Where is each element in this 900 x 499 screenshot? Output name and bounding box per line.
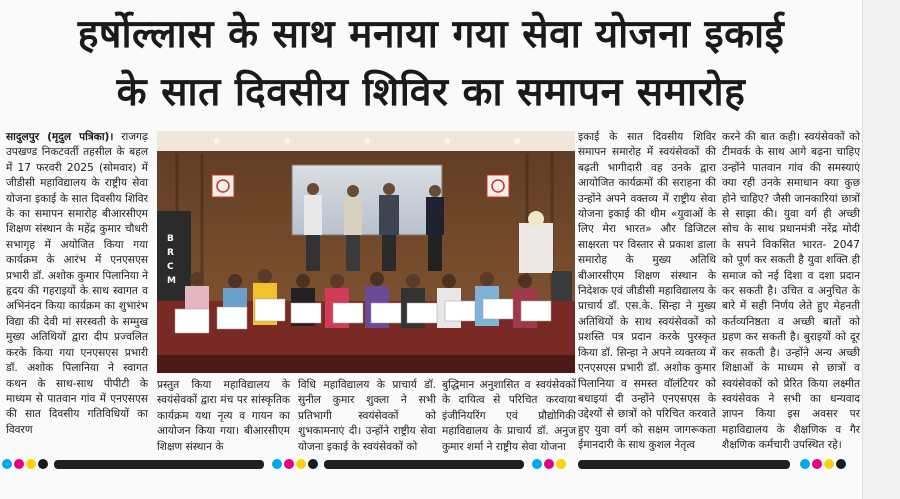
registration-dot-magenta: [812, 459, 822, 469]
registration-dot-yellow: [296, 459, 306, 469]
registration-dot-black: [308, 459, 318, 469]
article-dateline: सादुलपुर (मृदुल पत्रिका)।: [6, 131, 114, 143]
article-text-col1: राजगढ़ उपखण्ड निकटवर्ती तहसील के बहल में 17 फरवरी 2025 (सोमवार) में जीडीसी महाविद्यालय के राष्ट्रीय सेवा योजना इकाई के सात दिवसीय शिविर के का समापन समारोह बीआरसीएम शिक्षण संस्थान के महेंद्र कुमार चौधरी सभागृह में अयोजित किया गया कार्यक्रम के आरंभ में एनएसएस प्रभारी डॉ. अशोक कुमार पिलानिया ने हृदय की गहराइयों के साथ स्वागत व अभिनंदन किया कार्यक्रम का शुभारंभ विद्या की देवी मां सरस्वती के सम्मुख मुख्य अतिथियों द्वारा दीप प्रज्वलित करके किया गया एनएसएस प्रभारी डॉ. अशोक पिलानिया ने स्वागत कथन के साथ-साथ पीपीटी के माध्यम से पातवान गांव में एनएसएस की सात दिवसीय गतिविधियों का विवरण: [6, 131, 148, 436]
headline-line-1: हर्षोल्लास के साथ मनाया गया सेवा योजना इकाई: [77, 12, 785, 57]
article-column-2: प्रस्तुत किया महाविद्यालय के स्वयंसेवकों द्वारा मंच पर सांस्कृतिक कार्यक्रम यथा नृत्य व गायन का आयोजन किया गया। बीआरसीएम शिक्षण संस्थान के: [157, 379, 290, 453]
adjacent-page-strip: [862, 0, 900, 499]
registration-dot-yellow: [824, 459, 834, 469]
podium-lettering: B: [167, 234, 174, 244]
headline-line-2: के सात दिवसीय शिविर का समापन समारोह: [116, 70, 746, 115]
article-column-3: विधि महाविद्यालय के प्राचार्य डॉ. सुनील कुमार शुक्ला ने सभी प्रतिभागी स्वयंसेवकों को शुभकामनाएं दी। उन्होंने राष्ट्रीय सेवा योजना इकाई के स्वयंसेवकों को: [298, 379, 436, 453]
registration-bar: [578, 460, 790, 469]
registration-dot-magenta: [14, 459, 24, 469]
registration-bar: [324, 460, 524, 469]
event-photo: [157, 131, 575, 373]
registration-dot-yellow: [26, 459, 36, 469]
registration-bar: [54, 460, 264, 469]
registration-dot-cyan: [800, 459, 810, 469]
svg-text:M: M: [167, 276, 176, 286]
article-column-1: [6, 130, 148, 438]
registration-dot-black: [836, 459, 846, 469]
registration-dot-cyan: [272, 459, 282, 469]
article-column-6: करने की बात कही। स्वयंसेवकों को टीमवर्क के साथ आगे बढ़ना चाहिए उन्होंने पातवान गांव की समस्याएं क्या रही उनके समाधान क्या कुछ होने चाहिए? जैसी जानकारियां छात्रों से साझा की। युवा वर्ग ही अच्छी सोच के साथ प्रधानमंत्री नरेंद्र मोदी के सपने विकसित भारत- 2047 को पूर्ण कर सकती है युवा शक्ति ही समाज को नई दिशा व दशा प्रदान कर सकती है। उचित व अनुचित के बारे में सही निर्णय लेते हुए मेहनती कर्तव्यनिष्ठता व अच्छी बातों को ग्रहण कर सकती है। बुराइयों को दूर कर सकती है। उन्होंने अन्य अच्छी शिक्षाओं के माध्यम से छात्रों व स्वयंसेवकों को प्रेरित किया लक्ष्मीत स्वयंसेवक ने सभी का धन्यवाद ज्ञापन किया इस अवसर पर महाविद्यालय के शैक्षणिक व गैर शैक्षणिक कर्मचारी उपस्थित रहे।: [722, 131, 860, 452]
svg-text:C: C: [167, 262, 174, 272]
registration-dot-cyan: [2, 459, 12, 469]
registration-dot-black: [38, 459, 48, 469]
registration-dot-yellow: [556, 459, 566, 469]
registration-dot-cyan: [532, 459, 542, 469]
svg-text:R: R: [167, 248, 174, 258]
article-column-5: इकाई के सात दिवसीय शिविर समापन समारोह में स्वयंसेवकों की बढ़ती भागीदारी वह उनके द्वारा आयोजित कार्यक्रमों की सराहना की उन्होंने अपने वक्तव्य में राष्ट्रीय सेवा योजना इकाई की थीम «युवाओं के लिए मेरा भारत» और डिजिटल साक्षरता पर विस्तार से प्रकाश डाला समारोह के मुख्य अतिथि बीआरसीएम शिक्षण संस्थान के निदेशक एवं जीडीसी महाविद्यालय के प्राचार्य डॉ. एस.के. सिन्हा ने मुख्य अतिथियों के साथ स्वयंसेवकों को प्रशस्ति पत्र प्रदान करके पुरस्कृत किया डॉ. सिन्हा ने अपने व्यक्तव्य में एनएसएस प्रभारी डॉ. अशोक कुमार पिलानिया व समस्त वॉलंटियर को बधाइयां दी उन्होंने एनएसएस के उद्देश्यों से छात्रों को परिचित करवाते हुए युवा वर्ग को सक्षम जागरूकता ईमानदारी के साथ कुशल नेतृत्व: [578, 131, 716, 452]
registration-dot-magenta: [284, 459, 294, 469]
article-column-4: बुद्धिमान अनुशासित व स्वयंसेवकों के दायित्व से परिचित करवाया इंजीनियरिंग एवं प्रौद्योगिकी महाविद्यालय के प्राचार्य डॉ. अनुज कुमार शर्मा ने राष्ट्रीय सेवा योजना: [442, 379, 576, 453]
registration-dot-magenta: [544, 459, 554, 469]
